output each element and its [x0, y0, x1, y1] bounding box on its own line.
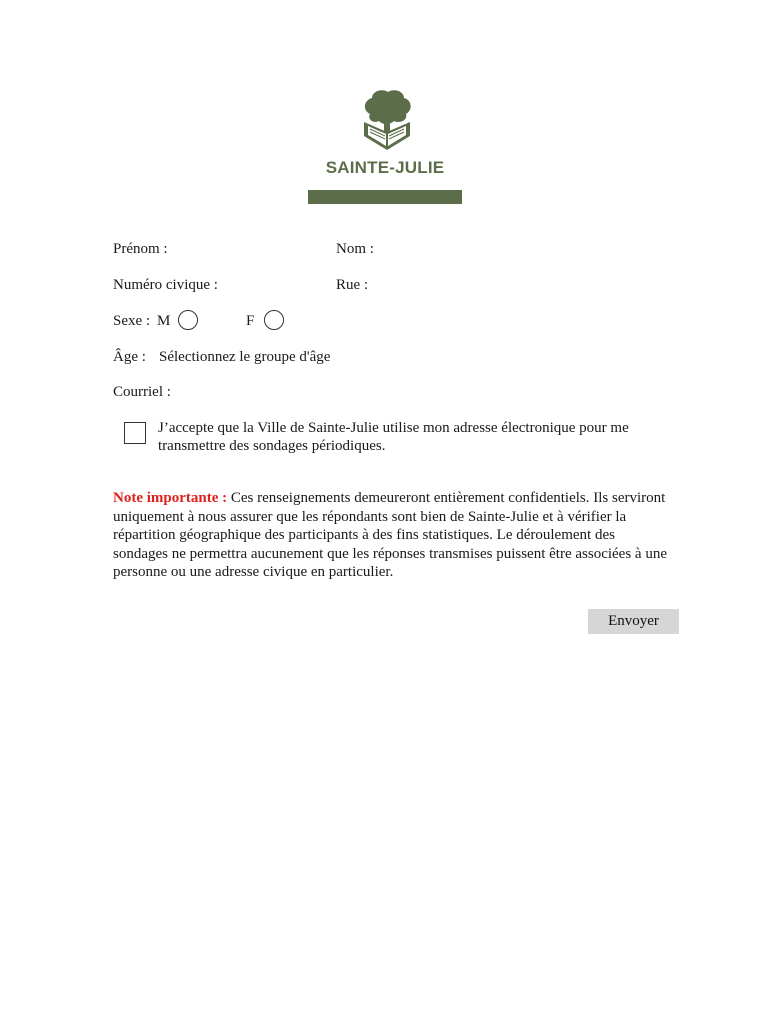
- note-label: Note importante :: [113, 490, 228, 506]
- prenom-label: Prénom :: [113, 241, 168, 257]
- age-select[interactable]: Sélectionnez le groupe d'âge: [159, 349, 331, 365]
- tree-book-icon: [360, 88, 414, 152]
- sexe-label: Sexe :: [113, 313, 151, 329]
- age-label: Âge :: [113, 349, 146, 365]
- consent-text: J’accepte que la Ville de Sainte-Julie utilise mon adresse électronique pour me transmettre des sondages périodiques.: [158, 420, 629, 454]
- sexe-m-label: M: [157, 313, 171, 329]
- consent-checkbox[interactable]: [124, 422, 146, 444]
- note-text: Ces renseignements demeureront entièrement confidentiels. Ils serviront uniquement à nous assurer que les répondants sont bien de Sainte-Julie et à vérifier la répartition géographique des participants à des fins statistiques. Le déroulement des sondages ne permettra aucunement que les réponses transmises puissent être associées à une personne ou une adresse civique en particulier.: [113, 490, 667, 580]
- rue-label: Rue :: [336, 277, 369, 293]
- sexe-f-radio[interactable]: [264, 310, 284, 330]
- important-note: [113, 489, 668, 582]
- nom-label: Nom :: [336, 241, 374, 257]
- courriel-label: Courriel :: [113, 384, 171, 400]
- envoyer-button[interactable]: Envoyer: [588, 609, 679, 634]
- sainte-julie-logo: [308, 88, 462, 204]
- logo-text: SAINTE-JULIE: [325, 158, 445, 177]
- sexe-f-label: F: [246, 313, 255, 329]
- logo-bar: [308, 190, 462, 204]
- sexe-m-radio[interactable]: [178, 310, 198, 330]
- numero-civique-label: Numéro civique :: [113, 277, 218, 293]
